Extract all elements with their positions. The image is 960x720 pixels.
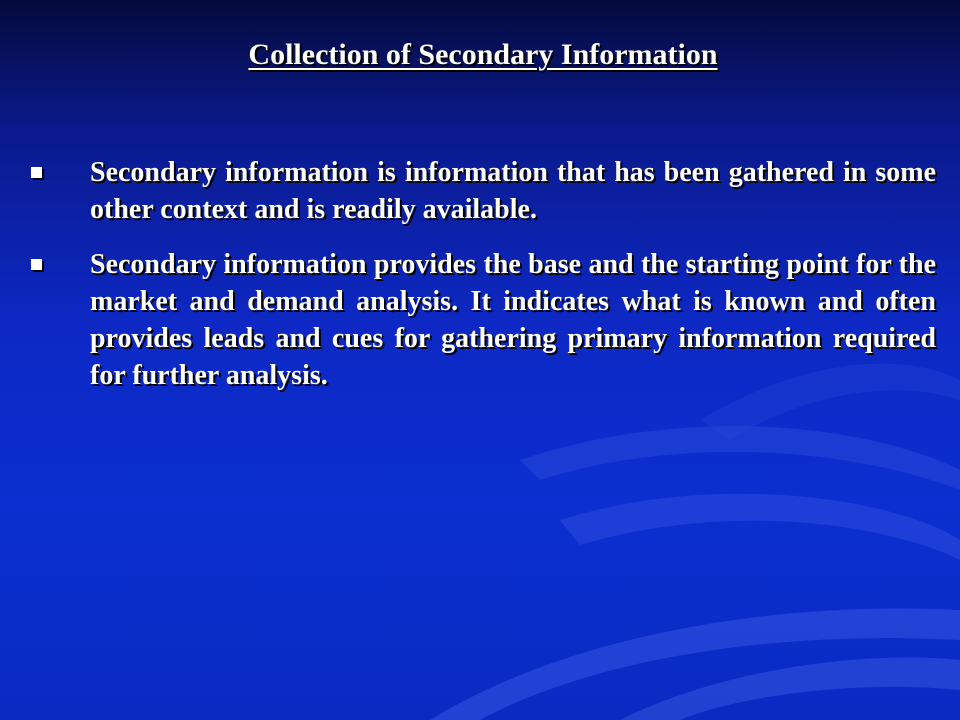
bullet-list [26, 154, 936, 412]
square-bullet-icon [31, 259, 42, 270]
bullet-item [26, 246, 936, 394]
bullet-text: Secondary information provides the base and the starting point for the market and demand analysis. It indicates what is known and often provides leads and cues for gathering primary information required for further analysis. [90, 249, 936, 391]
square-bullet-icon [31, 167, 42, 178]
bullet-text: Secondary information is information that has been gathered in some other context and is readily available. [90, 157, 936, 225]
slide-title: Collection of Secondary Information [248, 38, 718, 71]
bullet-item [26, 154, 936, 228]
